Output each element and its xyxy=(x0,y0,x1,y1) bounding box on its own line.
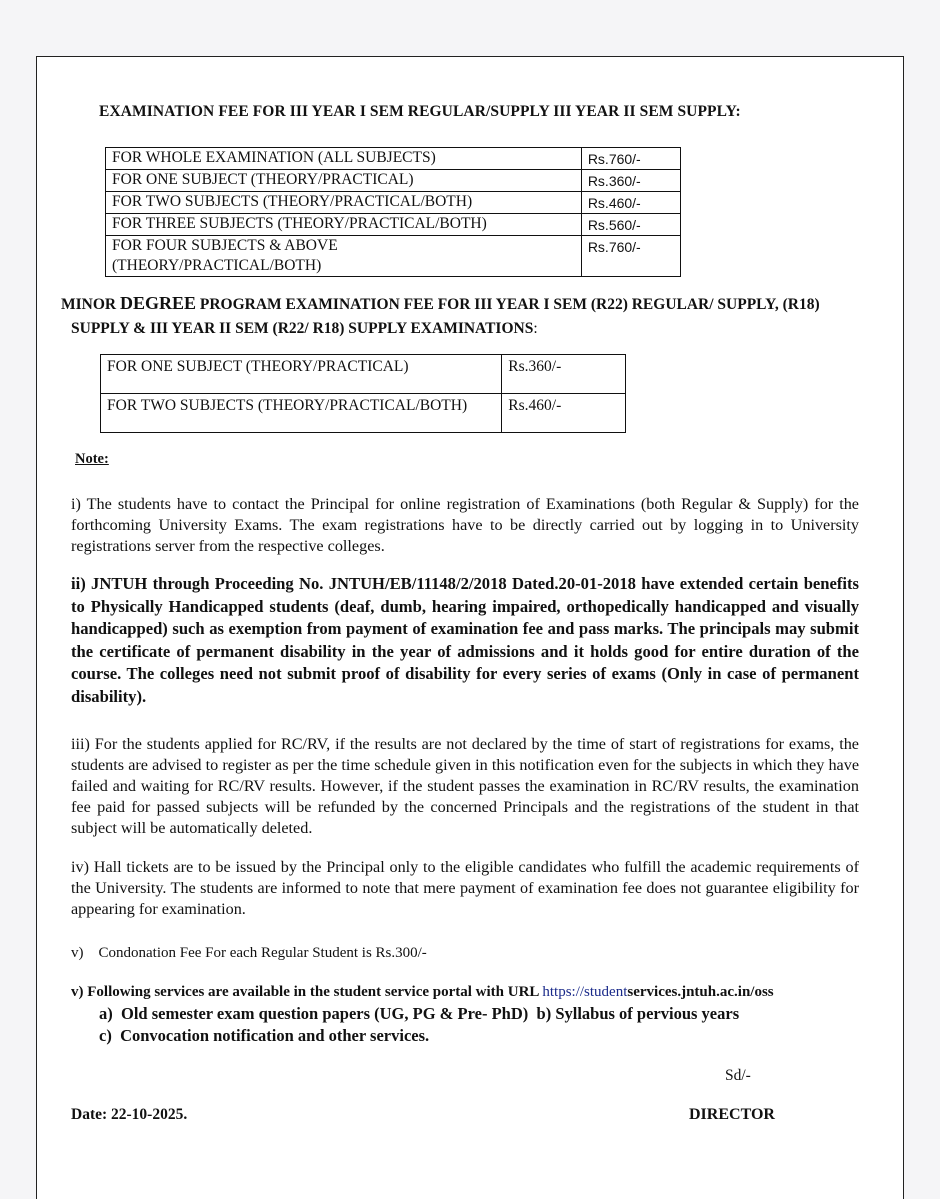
list-label: c) xyxy=(99,1026,112,1045)
portal-link-rest[interactable]: services.jntuh.ac.in/oss xyxy=(627,984,774,1000)
fee-amount: Rs.760/- xyxy=(581,148,680,170)
note-i: i) The students have to contact the Principal for online registration of Examinations (both Regular & Supply) for the forthcoming University Exams. The exam registrations have to be directly carried out by logging in to University registrations server from the respective colleges. xyxy=(71,495,859,555)
minor-degree-heading xyxy=(61,291,820,341)
list-label: a) xyxy=(99,1004,113,1023)
note-v xyxy=(71,945,427,962)
note-label: Note: xyxy=(75,451,109,467)
heading-text: PROGRAM EXAMINATION FEE FOR III YEAR I SEM (R22) REGULAR/ SUPPLY, (R18) xyxy=(196,296,820,313)
portal-link[interactable]: https://student xyxy=(542,984,628,1000)
signatory: DIRECTOR xyxy=(689,1106,775,1123)
fee-desc: FOR ONE SUBJECT (THEORY/PRACTICAL) xyxy=(106,170,582,192)
table-row xyxy=(106,214,681,236)
services-text: v) Following services are available in the student service portal with URL xyxy=(71,984,539,1000)
list-item xyxy=(99,1003,739,1025)
table-row xyxy=(101,355,626,394)
note-ii: ii) JNTUH through Proceeding No. JNTUH/EB/11148/2/2018 Dated.20-01-2018 have extended certain benefits to Physically Handicapped students (deaf, dumb, hearing impaired, orthopedically handicapped and visually handicapped) such as exemption from payment of examination fee and pass marks. The principals may submit the certificate of permanent disability in the year of admissions and it holds good for entire duration of the course. The colleges need not submit proof of disability for every series of exams (Only in case of permanent disability). xyxy=(71,574,859,706)
notice-date: Date: 22-10-2025. xyxy=(71,1106,188,1123)
list-item xyxy=(99,1025,739,1047)
table-row xyxy=(106,148,681,170)
fee-heading: EXAMINATION FEE FOR III YEAR I SEM REGULAR/SUPPLY III YEAR II SEM SUPPLY: xyxy=(99,103,741,120)
fee-desc-line: FOR FOUR SUBJECTS & ABOVE xyxy=(112,237,338,254)
minor-fee-table xyxy=(100,354,626,433)
note-v-text: Condonation Fee For each Regular Student is Rs.300/- xyxy=(98,945,427,961)
fee-amount: Rs.360/- xyxy=(581,170,680,192)
table-row xyxy=(106,192,681,214)
note-iii: iii) For the students applied for RC/RV, if the results are not declared by the time of start of registrations for exams, the students are advised to register as per the time schedule given in this notification even for the subjects in which they have failed and waiting for RC/RV results. However, if the student passes the examination in RC/RV results, the examination fee paid for passed subjects will be refunded by the concerned Principals and the registrations of the student in that subject will be automatically deleted. xyxy=(71,735,859,837)
heading-text: SUPPLY & III YEAR II SEM (R22/ R18) SUPPLY EXAMINATIONS xyxy=(71,320,534,337)
list-text: Old semester exam question papers (UG, PG & Pre- PhD) xyxy=(121,1004,529,1023)
signature: Sd/- xyxy=(725,1067,751,1084)
services-list xyxy=(99,1003,739,1047)
heading-text: MINOR xyxy=(61,296,120,313)
note-iv: iv) Hall tickets are to be issued by the Principal only to the eligible candidates who fulfill the academic requirements of the University. The students are informed to note that mere payment of examination fee does not guarantee eligibility for appearing for examination. xyxy=(71,858,859,918)
fee-desc-line: (THEORY/PRACTICAL/BOTH) xyxy=(112,257,322,274)
fee-table xyxy=(105,147,681,277)
fee-amount: Rs.760/- xyxy=(581,236,680,277)
fee-amount: Rs.360/- xyxy=(502,355,626,394)
list-text: Convocation notification and other services. xyxy=(120,1026,430,1045)
table-row xyxy=(106,170,681,192)
heading-text: : xyxy=(533,320,538,337)
fee-desc: FOR THREE SUBJECTS (THEORY/PRACTICAL/BOTH) xyxy=(106,214,582,236)
heading-text: DEGREE xyxy=(119,293,197,313)
fee-desc: FOR ONE SUBJECT (THEORY/PRACTICAL) xyxy=(101,355,502,394)
fee-amount: Rs.460/- xyxy=(502,394,626,433)
note-v-prefix: v) xyxy=(71,945,84,961)
notice-page xyxy=(36,56,904,1199)
fee-amount: Rs.460/- xyxy=(581,192,680,214)
list-text: Syllabus of pervious years xyxy=(555,1004,740,1023)
fee-desc: FOR TWO SUBJECTS (THEORY/PRACTICAL/BOTH) xyxy=(101,394,502,433)
list-label: b) xyxy=(536,1004,552,1023)
table-row xyxy=(106,236,681,277)
table-row xyxy=(101,394,626,433)
fee-desc: FOR WHOLE EXAMINATION (ALL SUBJECTS) xyxy=(106,148,582,170)
fee-desc xyxy=(106,236,582,277)
fee-desc: FOR TWO SUBJECTS (THEORY/PRACTICAL/BOTH) xyxy=(106,192,582,214)
note-services xyxy=(71,984,774,1001)
fee-amount: Rs.560/- xyxy=(581,214,680,236)
